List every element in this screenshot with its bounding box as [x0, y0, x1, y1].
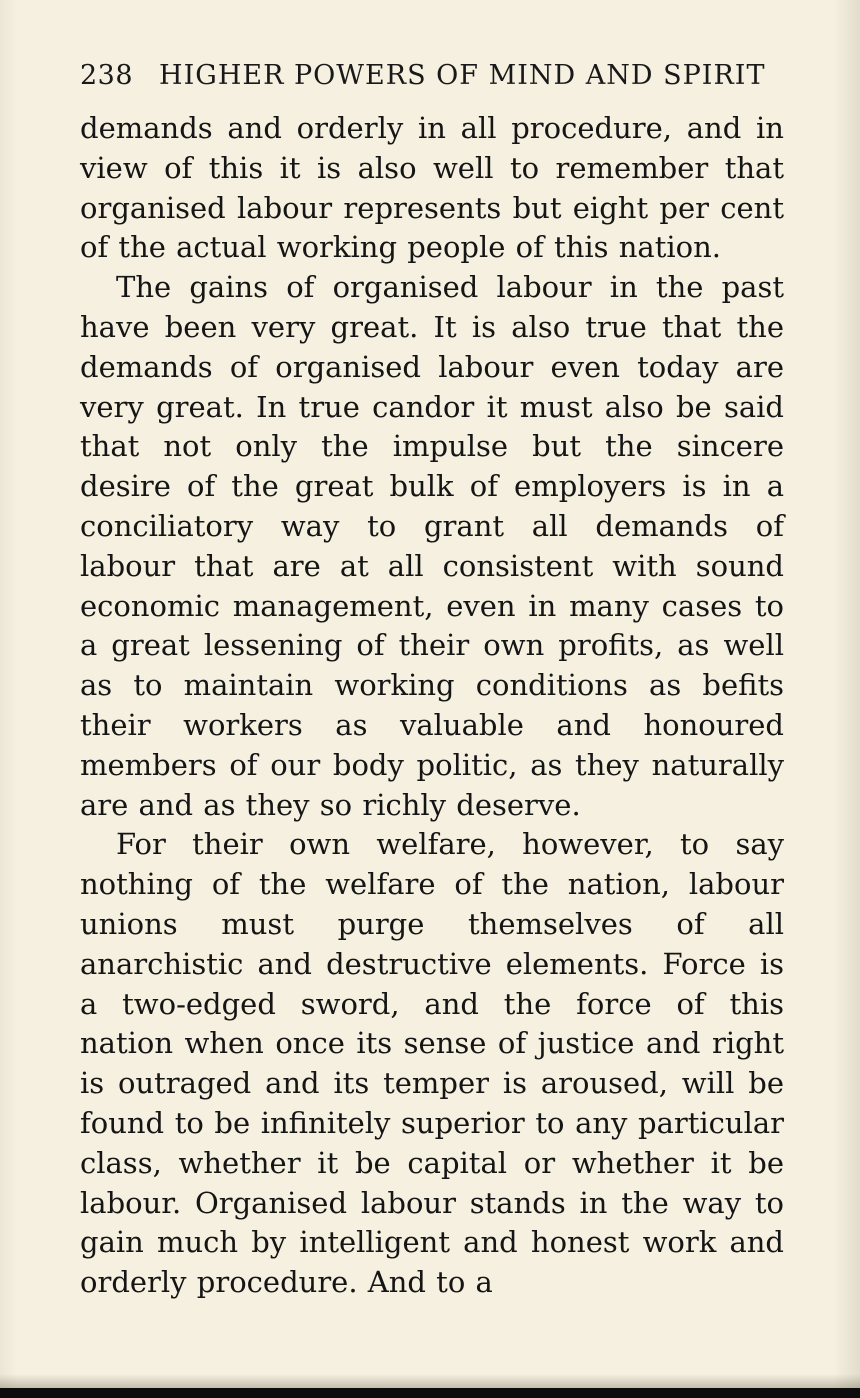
page-body [80, 109, 784, 1303]
paragraph: For their own welfare, however, to say nothing of the welfare of the nation, labour unions must purge themselves of all anarchistic and destructive elements. Force is a two-edged sword, and the force of this nation when once its sense of justice and right is outraged and its temper is aroused, will be found to be infinitely superior to any particular class, whether it be capital or whether it be labour. Organised labour stands in the way to gain much by intelligent and honest work and orderly procedure. And to a [80, 827, 784, 1300]
scan-bottom-shadow [0, 1374, 860, 1388]
paragraph: The gains of organised labour in the past have been very great. It is also true that the demands of organised labour even today are very great. In true candor it must also be said that not only the impulse but the sincere desire of the great bulk of employers is in a conciliatory way to grant all demands of labour that are at all consistent with sound economic management, even in many cases to a great lessening of their own profits, as well as to maintain working conditions as befits their workers as valuable and honoured members of our body politic, as they naturally are and as they so richly deserve. [80, 270, 784, 822]
page-header [80, 60, 784, 91]
scan-edge [0, 1388, 860, 1398]
page-number: 238 [80, 60, 134, 91]
running-title: HIGHER POWERS OF MIND AND SPIRIT [159, 60, 766, 91]
paragraph: demands and orderly in all procedure, and in view of this it is also well to remember that organised labour represents but eight per cent of the actual working people of this nation. [80, 111, 784, 265]
